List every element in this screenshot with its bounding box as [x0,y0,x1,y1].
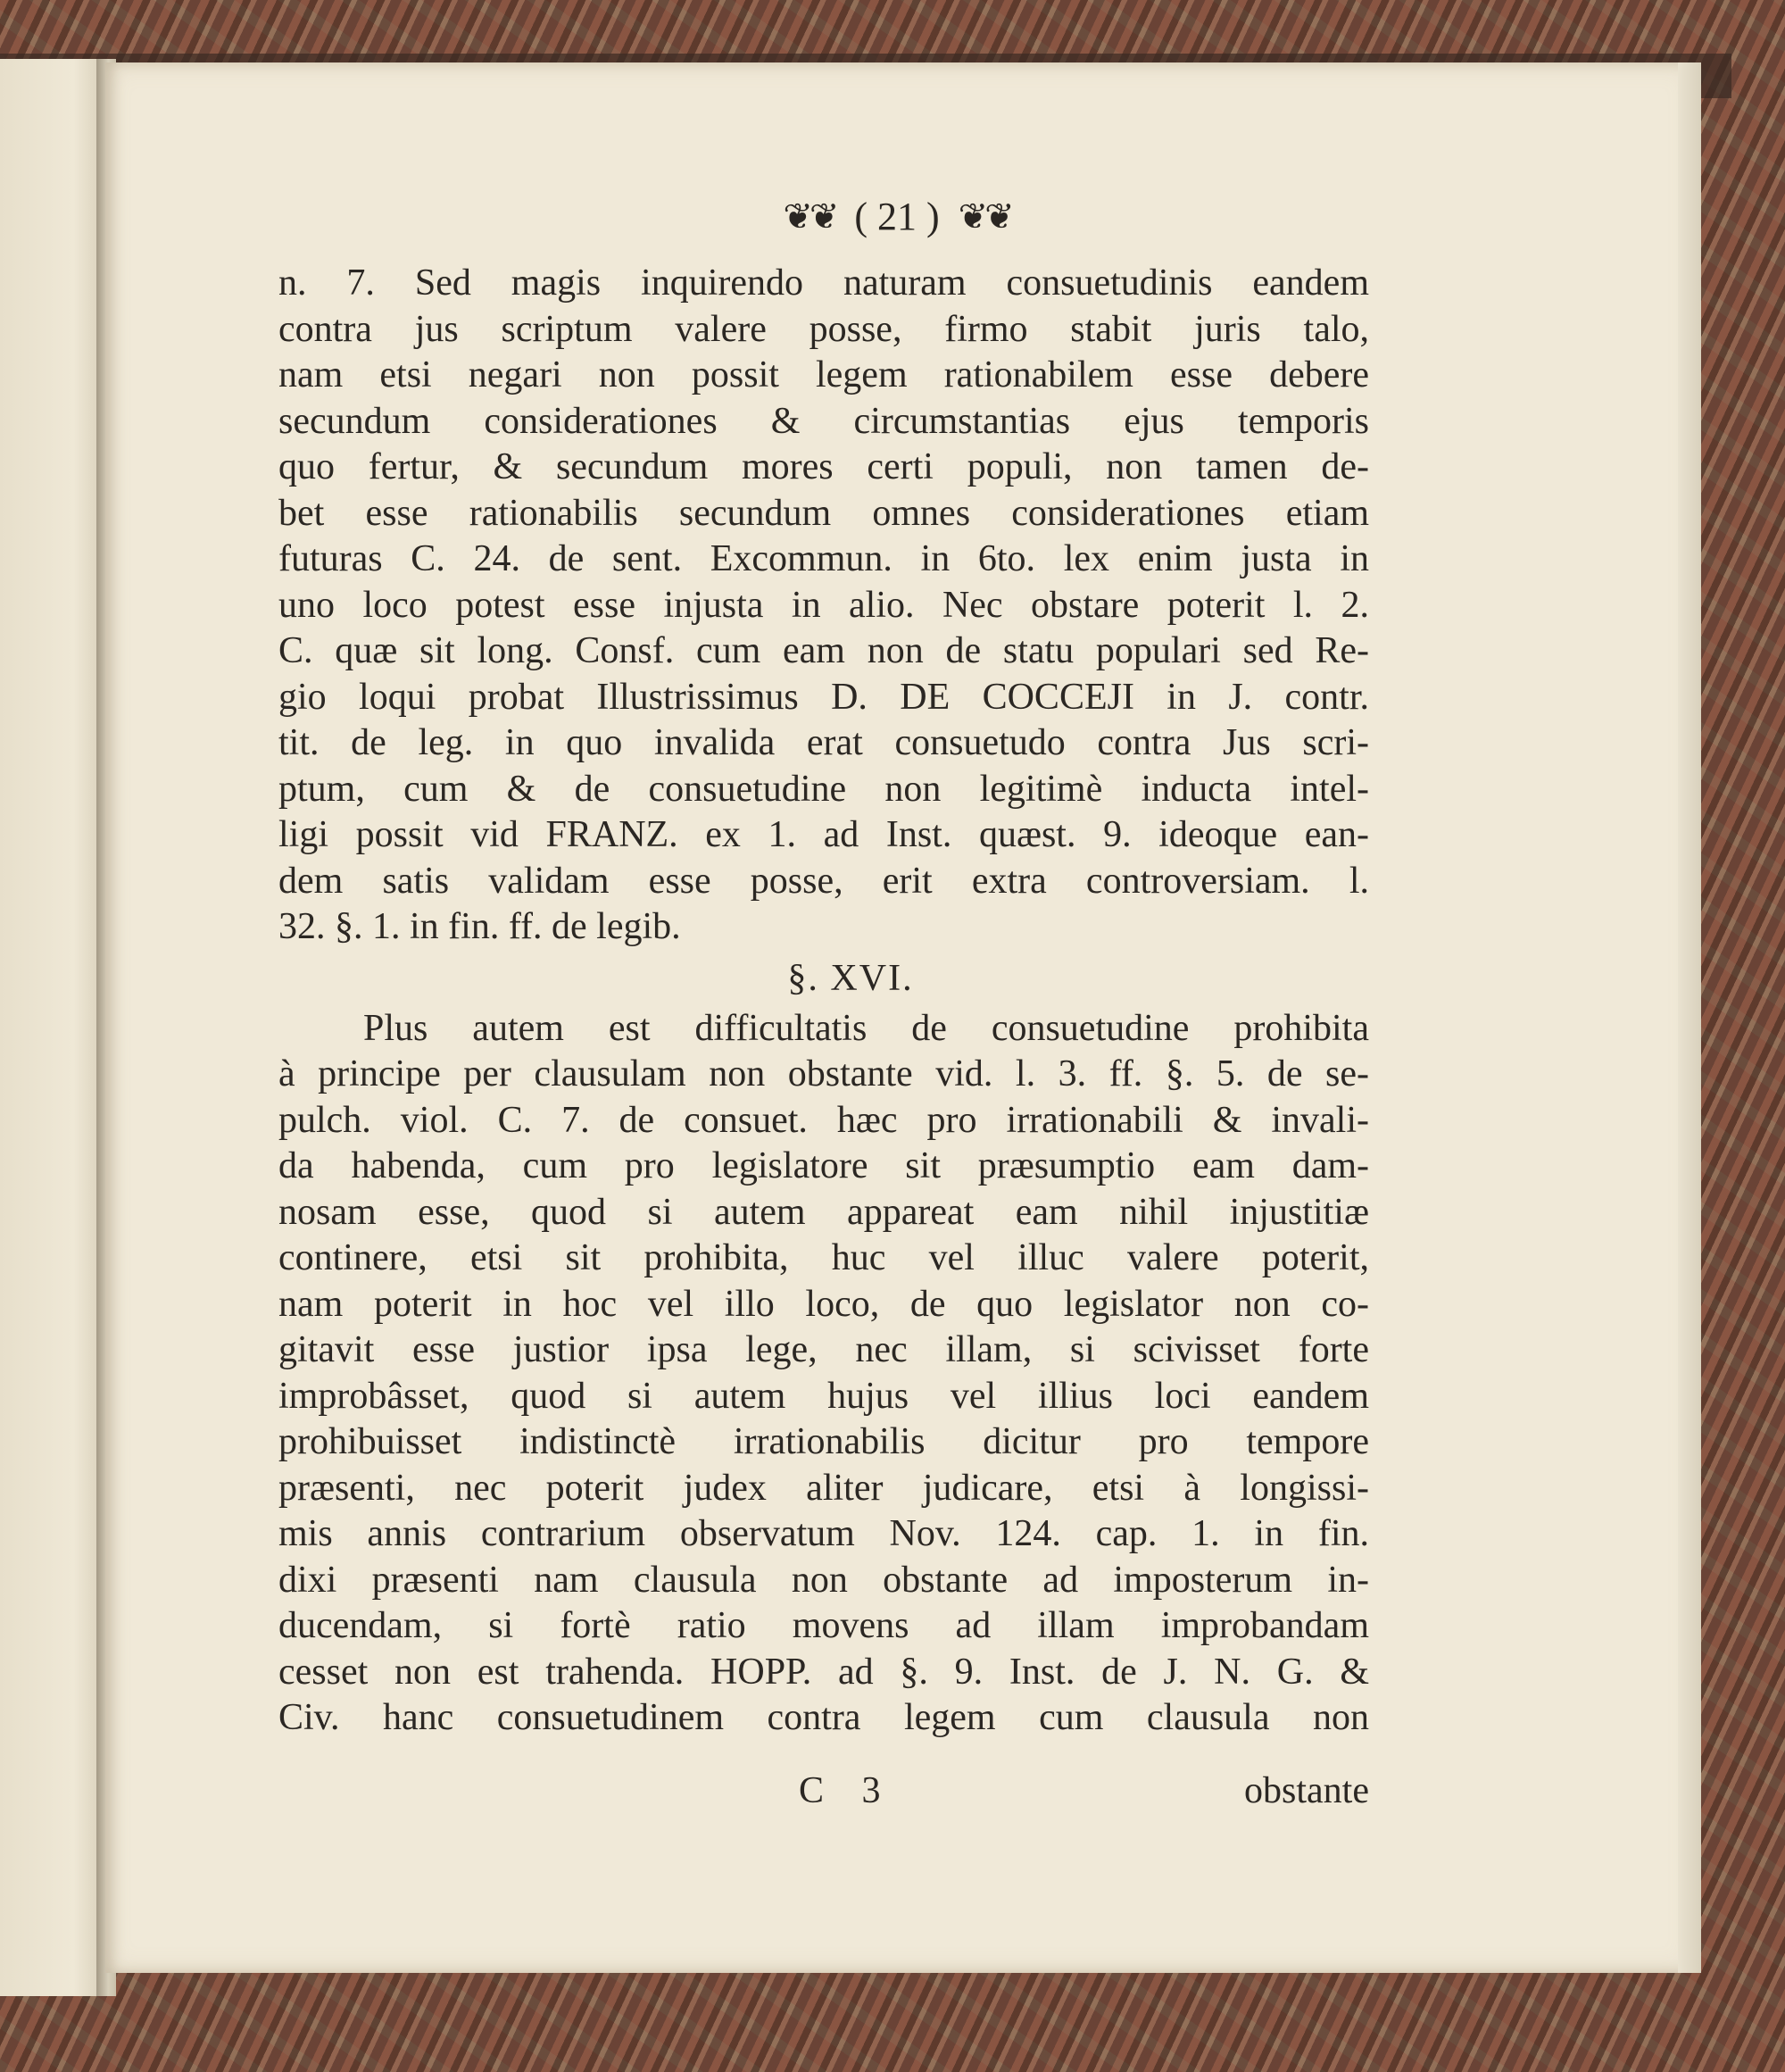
text-line: prohibuisset indistinctè irrationabilis dicitur pro tempore [278,1421,1369,1462]
text-line: uno loco potest esse injusta in alio. Nec obstare poterit l. 2. [278,584,1369,626]
text-line: quo fertur, & secundum mores certi populi, non tamen de- [278,446,1369,487]
ornament-left-icon: ❦❦ [783,196,836,237]
text-line: n. 7. Sed magis inquirendo naturam consuetudinis eandem [278,262,1369,304]
text-line: nam etsi negari non possit legem rationabilem esse debere [278,354,1369,395]
text-line: nosam esse, quod si autem appareat eam nihil injustitiæ [278,1191,1369,1233]
text-line: bet esse rationabilis secundum omnes considerationes etiam [278,492,1369,534]
text-line: nam poterit in hoc vel illo loco, de quo legislator non co- [278,1283,1369,1325]
page-header [0,195,1785,239]
text-line: ducendam, si fortè ratio movens ad illam improbandam [278,1605,1369,1646]
page-number: ( 21 ) [854,195,940,238]
text-line: pulch. viol. C. 7. de consuet. hæc pro irrationabili & invali- [278,1099,1369,1141]
text-line: gio loqui probat Illustrissimus D. DE COCCEJI in J. contr. [278,676,1369,718]
left-page-edge [0,59,105,1996]
text-line: cesset non est trahenda. HOPP. ad §. 9. Inst. de J. N. G. & [278,1651,1369,1693]
ornament-right-icon: ❦❦ [958,196,1011,237]
catchword: obstante [1244,1770,1369,1811]
text-line: à principe per clausulam non obstante vid. l. 3. ff. §. 5. de se- [278,1053,1369,1094]
text-line: dem satis validam esse posse, erit extra controversiam. l. [278,860,1369,902]
text-line: improbâsset, quod si autem hujus vel illius loci eandem [278,1375,1369,1417]
text-line: Plus autem est difficultatis de consuetudine prohibita [363,1007,1369,1049]
text-line: præsenti, nec poterit judex aliter judicare, etsi à longissi- [278,1467,1369,1509]
text-line: continere, etsi sit prohibita, huc vel illuc valere poterit, [278,1237,1369,1278]
text-line: ptum, cum & de consuetudine non legitimè inducta intel- [278,768,1369,810]
text-line: mis annis contrarium observatum Nov. 124. cap. 1. in fin. [278,1513,1369,1554]
text-line: dixi præsenti nam clausula non obstante ad imposterum in- [278,1559,1369,1601]
section-heading: §. XVI. [787,957,914,999]
paragraph-2 [278,1006,1369,1742]
text-line: gitavit esse justior ipsa lege, nec illam, si scivisset forte [278,1329,1369,1370]
body-text [278,261,1369,1742]
text-line: secundum considerationes & circumstantias ejus temporis [278,400,1369,442]
text-line: tit. de leg. in quo invalida erat consuetudo contra Jus scri- [278,722,1369,763]
text-line: C. quæ sit long. Consf. cum eam non de statu populari sed Re- [278,630,1369,671]
paragraph-1 [278,261,1369,951]
text-line: ligi possit vid FRANZ. ex 1. ad Inst. quæst. 9. ideoque ean- [278,814,1369,855]
signature-mark: C 3 [799,1770,895,1811]
text-line: Civ. hanc consuetudinem contra legem cum clausula non [278,1697,1369,1738]
text-line: da habenda, cum pro legislatore sit præsumptio eam dam- [278,1145,1369,1186]
page-footer [278,1768,1369,1814]
page-fore-edge [1678,62,1701,1973]
text-line: contra jus scriptum valere posse, firmo stabit juris talo, [278,308,1369,350]
text-line: 32. §. 1. in fin. ff. de legib. [278,906,681,947]
text-line: futuras C. 24. de sent. Excommun. in 6to. lex enim justa in [278,538,1369,579]
